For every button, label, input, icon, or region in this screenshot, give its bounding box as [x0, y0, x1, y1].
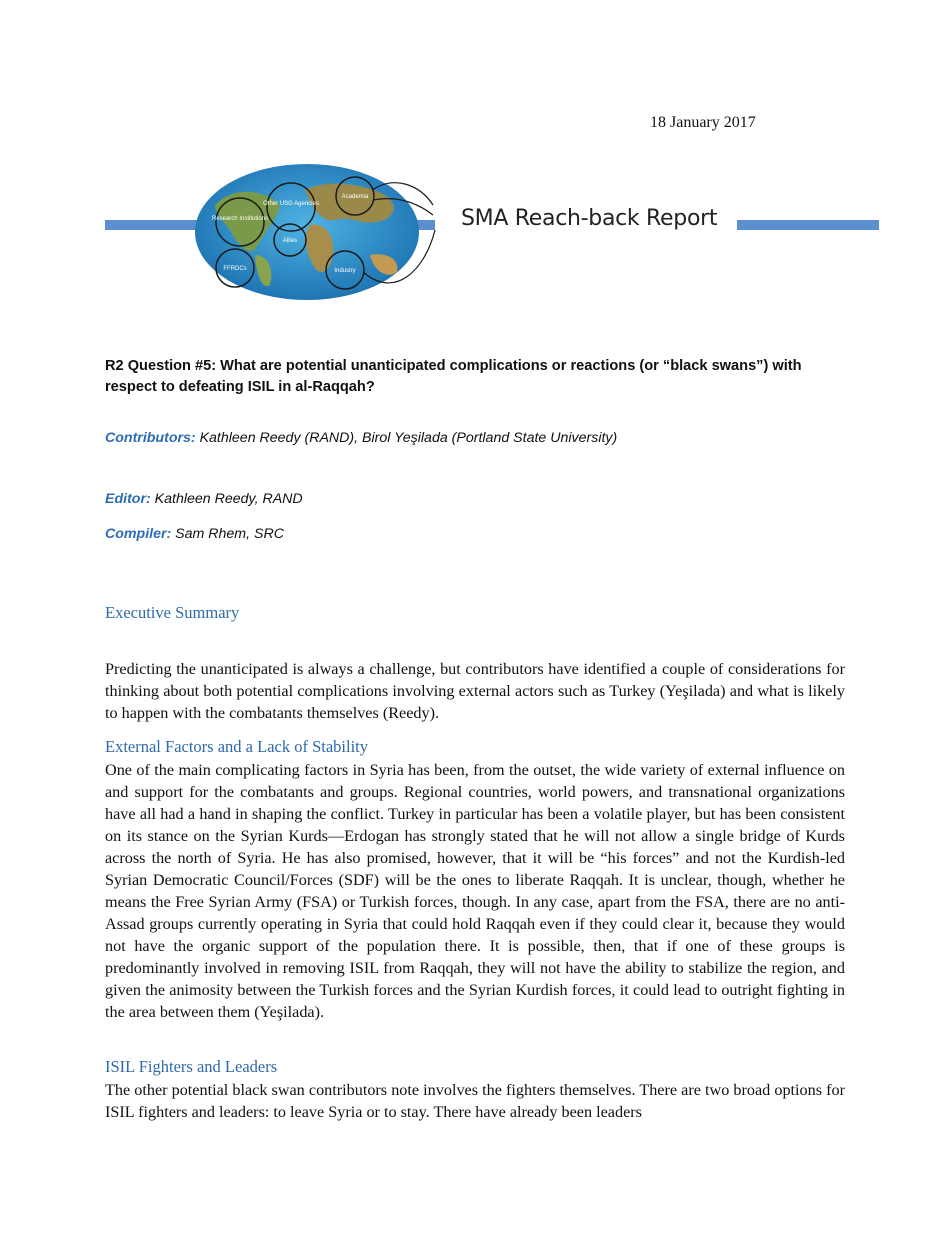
contributors-label: Contributors: — [105, 430, 196, 446]
contributors-line — [105, 430, 845, 446]
exec-summary-text: Predicting the unanticipated is always a challenge, but contributors have identified a couple of considerations for thinking about both potential complications involving external actors such as Turkey (Yeşilada) and what is likely to happen with the combatants themselves (Reedy). — [105, 660, 845, 722]
editor-value: Kathleen Reedy, RAND — [150, 491, 303, 507]
isil-heading: ISIL Fighters and Leaders — [105, 1057, 278, 1076]
editor-label: Editor: — [105, 491, 151, 507]
external-factors-text: One of the main complicating factors in Syria has been, from the outset, the wide variety of external influence on and support for the combatants and groups. Regional countries, world powers, and transnational organizations have all had a hand in shaping the conflict. Turkey in particular has been a volatile player, but has been consistent on its stance on the Syrian Kurds—Erdogan has strongly stated that he will not allow a single bridge of Kurds across the north of Syria. He has also promised, however, that it will be “his forces” and not the Kurdish-led Syrian Democratic Council/Forces (SDF) will be the ones to liberate Raqqah. It is unclear, though, whether he means the Free Syrian Army (FSA) or Turkish forces, though. In any case, apart from the FSA, there are no anti-Assad groups currently operating in Syria that could hold Raqqah even if they could clear it, because they would not have the organic support of the population there. It is possible, then, that if one of these groups is predominantly involved in removing ISIL from Raqqah, they will not have the ability to stabilize the region, and given the animosity between the Turkish forces and the Syrian Kurdish forces, it could lead to outright fighting in the area between them (Yeşilada). — [105, 761, 845, 1021]
contributors-value: Kathleen Reedy (RAND), Birol Yeşilada (Portland State University) — [195, 430, 618, 446]
report-title: SMA Reach-back Report — [455, 206, 723, 231]
world-map-logo — [185, 160, 445, 305]
map-label-industry: Industry — [334, 268, 356, 274]
banner-bar-right — [737, 220, 879, 230]
editor-line — [105, 491, 845, 507]
exec-summary-heading: Executive Summary — [105, 603, 240, 622]
external-factors-paragraph — [105, 759, 845, 1023]
map-label-research: Research Institutions — [211, 216, 269, 222]
isil-text: The other potential black swan contributors note involves the fighters themselves. There are two broad options for ISIL fighters and leaders: to leave Syria or to stay. There have already been leaders — [105, 1081, 845, 1121]
map-label-ffrdcs: FFRDCs — [223, 266, 247, 272]
map-label-allies: Allies — [282, 238, 298, 244]
compiler-value: Sam Rhem, SRC — [171, 526, 284, 542]
question-heading: R2 Question #5: What are potential unanticipated complications or reactions (or “black swans”) with respect to defeating ISIL in al-Raqqah? — [105, 358, 802, 395]
compiler-label: Compiler: — [105, 526, 172, 542]
exec-summary-paragraph — [105, 658, 845, 724]
external-factors-heading: External Factors and a Lack of Stability — [105, 737, 369, 756]
map-label-other-usg: Other USG Agencies — [263, 201, 319, 207]
map-label-academia: Academia — [341, 194, 369, 200]
report-banner — [105, 160, 885, 305]
compiler-line — [105, 526, 845, 542]
isil-paragraph — [105, 1079, 845, 1123]
report-date: 18 January 2017 — [650, 114, 756, 131]
